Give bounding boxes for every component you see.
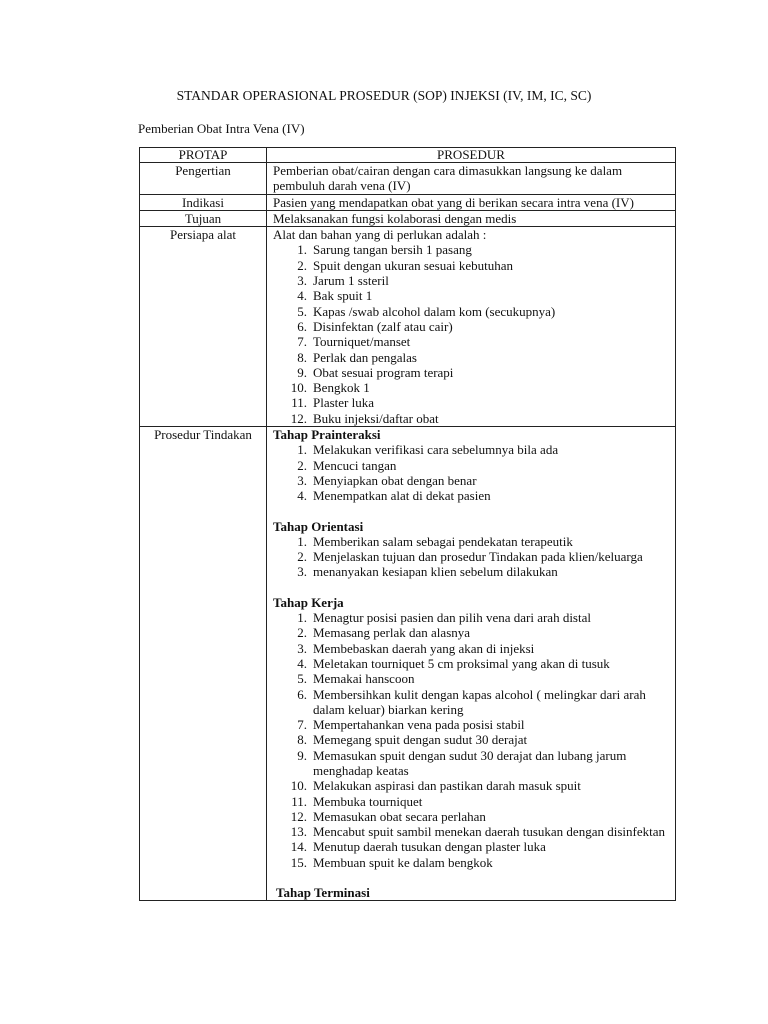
list-item-text: Bengkok 1 (313, 380, 370, 396)
persiapan-list (273, 242, 672, 426)
value-tujuan: Melaksanakan fungsi kolaborasi dengan medis (267, 210, 676, 226)
list-item (273, 458, 672, 473)
list-item (273, 350, 672, 365)
stage-title: Tahap Orientasi (273, 518, 364, 534)
list-item-number: 14. (290, 839, 307, 855)
stage-list (273, 442, 672, 503)
list-item-text: Disinfektan (zalf atau cair) (313, 318, 453, 334)
value-indikasi: Pasien yang mendapatkan obat yang di berikan secara intra vena (IV) (267, 194, 676, 210)
list-item-text: Meletakan tourniquet 5 cm proksimal yang akan di tusuk (313, 655, 610, 671)
list-item-number: 8. (297, 732, 307, 748)
stage-title: Tahap Prainteraksi (273, 427, 381, 443)
list-item-text: Plaster luka (313, 395, 375, 411)
list-item (273, 671, 672, 686)
list-item (273, 365, 672, 380)
list-item-number: 4. (297, 488, 307, 504)
list-item (273, 809, 672, 824)
list-item-text: menanyakan kesiapan klien sebelum dilakukan (313, 564, 558, 580)
list-item-text: Membebaskan daerah yang akan di injeksi (313, 640, 535, 656)
label-pengertian: Pengertian (140, 163, 267, 195)
list-item-number: 11. (291, 395, 307, 411)
list-item-text: Perlak dan pengalas (313, 349, 417, 365)
list-item-text: Menyiapkan obat dengan benar (313, 472, 477, 488)
list-item-text: Menjelaskan tujuan dan prosedur Tindakan pada klien/keluarga (313, 549, 643, 565)
list-item-number: 12. (290, 410, 307, 426)
list-item-text: Memasang perlak dan alasnya (313, 625, 471, 641)
list-item-text: Tourniquet/manset (313, 334, 411, 350)
list-item-text: Memberikan salam sebagai pendekatan terapeutik (313, 533, 573, 549)
list-item (273, 656, 672, 671)
list-item-text: Spuit dengan ukuran sesuai kebutuhan (313, 257, 514, 273)
list-item (273, 273, 672, 288)
list-item-text: Melakukan verifikasi cara sebelumnya bila ada (313, 442, 559, 458)
list-item-number: 7. (297, 334, 307, 350)
sop-table (139, 147, 676, 901)
list-item (273, 732, 672, 747)
list-item-number: 3. (297, 564, 307, 580)
list-item (273, 534, 672, 549)
list-item-text: Menagtur posisi pasien dan pilih vena dari arah distal (313, 610, 591, 626)
list-item-text: Memakai hanscoon (313, 671, 415, 687)
row-indikasi (140, 194, 676, 210)
list-item-number: 4. (297, 288, 307, 304)
value-prosedur (267, 427, 676, 901)
list-item (273, 641, 672, 656)
list-item (273, 717, 672, 732)
list-item-text: Memegang spuit dengan sudut 30 derajat (313, 732, 528, 748)
table-header-row (140, 148, 676, 163)
list-item (273, 395, 672, 410)
list-item (273, 380, 672, 395)
list-item-number: 6. (297, 318, 307, 334)
value-pengertian: Pemberian obat/cairan dengan cara dimasukkan langsung ke dalam pembuluh darah vena (IV) (267, 163, 676, 195)
label-tujuan: Tujuan (140, 210, 267, 226)
stage-title: Tahap Kerja (273, 594, 344, 610)
document-subtitle: Pemberian Obat Intra Vena (IV) (138, 121, 305, 136)
list-item-text: Membersihkan kulit dengan kapas alcohol ( melingkar dari arah dalam keluar) biarkan kering (313, 686, 646, 717)
list-item-text: Membuka tourniquet (313, 793, 423, 809)
list-item-number: 2. (297, 257, 307, 273)
list-item (273, 319, 672, 334)
list-item (273, 824, 672, 839)
list-item-text: Mencabut spuit sambil menekan daerah tusukan dengan disinfektan (313, 824, 665, 840)
stage-list (273, 534, 672, 580)
list-item-text: Melakukan aspirasi dan pastikan darah masuk spuit (313, 778, 581, 794)
list-item (273, 288, 672, 303)
list-item-text: Memasukan spuit dengan sudut 30 derajat dan lubang jarum menghadap keatas (313, 747, 627, 778)
list-item-number: 6. (297, 686, 307, 702)
list-item-number: 8. (297, 349, 307, 365)
list-item-text: Menempatkan alat di dekat pasien (313, 488, 491, 504)
row-persiapan (140, 227, 676, 427)
list-item-number: 4. (297, 655, 307, 671)
header-protap: PROTAP (140, 148, 267, 163)
list-item (273, 304, 672, 319)
list-item (273, 855, 672, 870)
list-item (273, 687, 672, 718)
list-item (273, 411, 672, 426)
list-item-text: Bak spuit 1 (313, 288, 373, 304)
list-item-number: 7. (297, 717, 307, 733)
list-item-text: Mempertahankan vena pada posisi stabil (313, 717, 525, 733)
row-prosedur (140, 427, 676, 901)
row-pengertian (140, 163, 676, 195)
row-tujuan (140, 210, 676, 226)
list-item (273, 258, 672, 273)
stage-list (273, 610, 672, 870)
stage-title: Tahap Terminasi (276, 885, 370, 901)
list-item-text: Kapas /swab alcohol dalam kom (secukupnya) (313, 303, 556, 319)
list-item (273, 442, 672, 457)
list-item-text: Mencuci tangan (313, 457, 397, 473)
list-item-number: 9. (297, 747, 307, 763)
list-item-number: 3. (297, 472, 307, 488)
value-persiapan (267, 227, 676, 427)
list-item-number: 10. (290, 380, 307, 396)
list-item-number: 1. (297, 533, 307, 549)
list-item-number: 3. (297, 273, 307, 289)
list-item-text: Memasukan obat secara perlahan (313, 808, 486, 824)
list-item (273, 564, 672, 579)
label-prosedur: Prosedur Tindakan (140, 427, 267, 901)
list-item-number: 1. (297, 442, 307, 458)
list-item-number: 2. (297, 625, 307, 641)
list-item (273, 334, 672, 349)
label-indikasi: Indikasi (140, 194, 267, 210)
list-item-number: 1. (297, 610, 307, 626)
list-item (273, 794, 672, 809)
label-persiapan: Persiapa alat (140, 227, 267, 427)
list-item-text: Buku injeksi/daftar obat (313, 410, 439, 426)
list-item-number: 12. (290, 808, 307, 824)
list-item-number: 3. (297, 640, 307, 656)
list-item (273, 488, 672, 503)
list-item-text: Menutup daerah tusukan dengan plaster luka (313, 839, 546, 855)
list-item (273, 748, 672, 779)
list-item-number: 13. (290, 824, 307, 840)
document-title: STANDAR OPERASIONAL PROSEDUR (SOP) INJEKSI (IV, IM, IC, SC) (176, 88, 592, 103)
list-item-text: Sarung tangan bersih 1 pasang (313, 242, 472, 258)
list-item (273, 549, 672, 564)
list-item-number: 9. (297, 364, 307, 380)
list-item (273, 610, 672, 625)
persiapan-intro: Alat dan bahan yang di perlukan adalah : (273, 227, 487, 243)
list-item-number: 11. (291, 793, 307, 809)
list-item (273, 473, 672, 488)
list-item-text: Obat sesuai program terapi (313, 364, 454, 380)
list-item-number: 15. (290, 854, 307, 870)
list-item-number: 2. (297, 549, 307, 565)
list-item-number: 2. (297, 457, 307, 473)
list-item (273, 242, 672, 257)
list-item-text: Jarum 1 ssteril (313, 273, 389, 289)
list-item-number: 5. (297, 303, 307, 319)
list-item-number: 5. (297, 671, 307, 687)
list-item (273, 839, 672, 854)
list-item-number: 1. (297, 242, 307, 258)
list-item (273, 778, 672, 793)
header-prosedur: PROSEDUR (267, 148, 676, 163)
list-item (273, 625, 672, 640)
list-item-number: 10. (290, 778, 307, 794)
list-item-text: Membuan spuit ke dalam bengkok (313, 854, 493, 870)
